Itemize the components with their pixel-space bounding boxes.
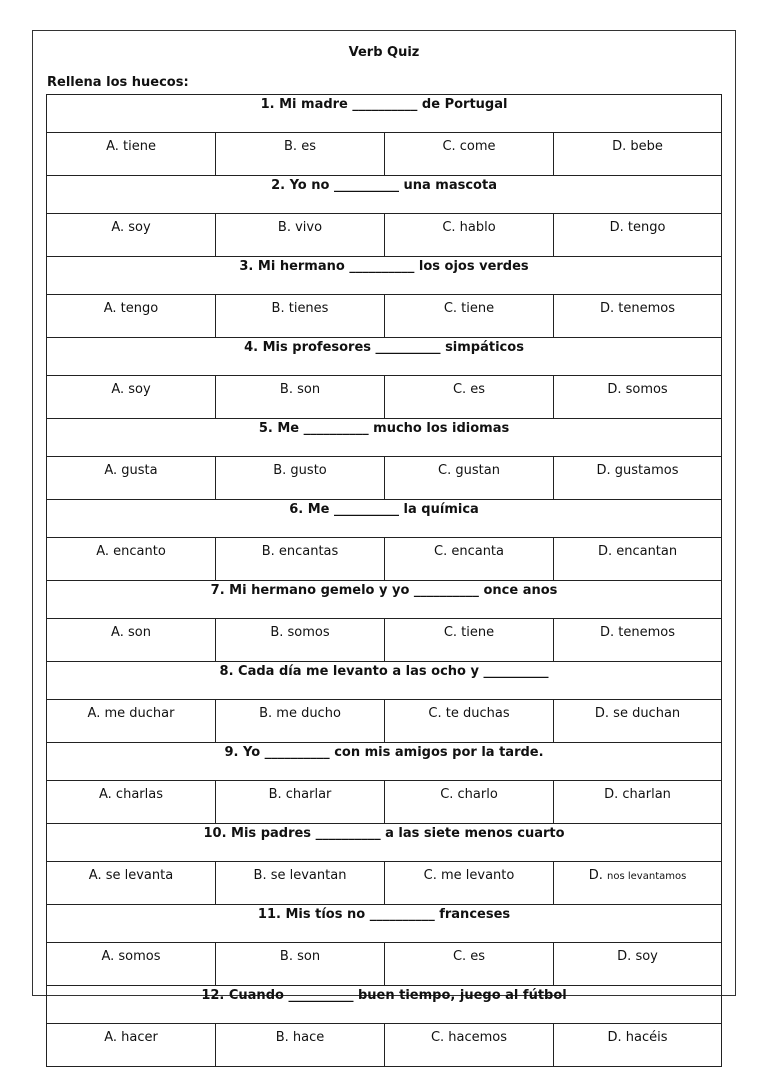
q4-option-d[interactable]: D. somos <box>554 376 722 419</box>
q9-option-b[interactable]: B. charlar <box>216 781 385 824</box>
q10-option-d-letter: D. <box>588 868 603 883</box>
q2-option-c[interactable]: C. hablo <box>385 214 554 257</box>
q2-option-d[interactable]: D. tengo <box>554 214 722 257</box>
q7-option-b[interactable]: B. somos <box>216 619 385 662</box>
q4-option-a[interactable]: A. soy <box>47 376 216 419</box>
q1-option-b[interactable]: B. es <box>216 133 385 176</box>
q6-option-d[interactable]: D. encantan <box>554 538 722 581</box>
q12-option-a[interactable]: A. hacer <box>47 1024 216 1067</box>
q4-option-c[interactable]: C. es <box>385 376 554 419</box>
q9-option-c[interactable]: C. charlo <box>385 781 554 824</box>
question-6: 6. Me __________ la química <box>47 500 722 538</box>
q10-option-b[interactable]: B. se levantan <box>216 862 385 905</box>
q3-option-d[interactable]: D. tenemos <box>554 295 722 338</box>
q8-option-d[interactable]: D. se duchan <box>554 700 722 743</box>
question-10: 10. Mis padres __________ a las siete menos cuarto <box>47 824 722 862</box>
question-5: 5. Me __________ mucho los idiomas <box>47 419 722 457</box>
q12-option-d[interactable]: D. hacéis <box>554 1024 722 1067</box>
q7-option-d[interactable]: D. tenemos <box>554 619 722 662</box>
q11-option-d[interactable]: D. soy <box>554 943 722 986</box>
q9-option-d[interactable]: D. charlan <box>554 781 722 824</box>
q11-option-c[interactable]: C. es <box>385 943 554 986</box>
question-12: 12. Cuando __________ buen tiempo, juego al fútbol <box>47 986 722 1024</box>
q8-option-a[interactable]: A. me duchar <box>47 700 216 743</box>
q10-option-d[interactable] <box>554 862 722 905</box>
q1-option-c[interactable]: C. come <box>385 133 554 176</box>
q5-option-d[interactable]: D. gustamos <box>554 457 722 500</box>
quiz-title: Verb Quiz <box>348 45 420 60</box>
q5-option-b[interactable]: B. gusto <box>216 457 385 500</box>
q10-option-d-text: nos levantamos <box>607 871 687 882</box>
question-9: 9. Yo __________ con mis amigos por la tarde. <box>47 743 722 781</box>
q8-option-b[interactable]: B. me ducho <box>216 700 385 743</box>
question-8: 8. Cada día me levanto a las ocho y __________ <box>47 662 722 700</box>
q2-option-b[interactable]: B. vivo <box>216 214 385 257</box>
q3-option-a[interactable]: A. tengo <box>47 295 216 338</box>
question-1: 1. Mi madre __________ de Portugal <box>47 95 722 133</box>
q2-option-a[interactable]: A. soy <box>47 214 216 257</box>
q11-option-b[interactable]: B. son <box>216 943 385 986</box>
q6-option-a[interactable]: A. encanto <box>47 538 216 581</box>
q12-option-b[interactable]: B. hace <box>216 1024 385 1067</box>
q3-option-b[interactable]: B. tienes <box>216 295 385 338</box>
q5-option-c[interactable]: C. gustan <box>385 457 554 500</box>
q7-option-c[interactable]: C. tiene <box>385 619 554 662</box>
question-3: 3. Mi hermano __________ los ojos verdes <box>47 257 722 295</box>
q6-option-b[interactable]: B. encantas <box>216 538 385 581</box>
q1-option-d[interactable]: D. bebe <box>554 133 722 176</box>
q4-option-b[interactable]: B. son <box>216 376 385 419</box>
quiz-table <box>46 94 722 1067</box>
question-2: 2. Yo no __________ una mascota <box>47 176 722 214</box>
question-4: 4. Mis profesores __________ simpáticos <box>47 338 722 376</box>
q11-option-a[interactable]: A. somos <box>47 943 216 986</box>
q9-option-a[interactable]: A. charlas <box>47 781 216 824</box>
q10-option-c[interactable]: C. me levanto <box>385 862 554 905</box>
q10-option-a[interactable]: A. se levanta <box>47 862 216 905</box>
q7-option-a[interactable]: A. son <box>47 619 216 662</box>
q5-option-a[interactable]: A. gusta <box>47 457 216 500</box>
question-11: 11. Mis tíos no __________ franceses <box>47 905 722 943</box>
question-7: 7. Mi hermano gemelo y yo __________ once anos <box>47 581 722 619</box>
instructions: Rellena los huecos: <box>47 75 189 90</box>
q3-option-c[interactable]: C. tiene <box>385 295 554 338</box>
q8-option-c[interactable]: C. te duchas <box>385 700 554 743</box>
q6-option-c[interactable]: C. encanta <box>385 538 554 581</box>
q1-option-a[interactable]: A. tiene <box>47 133 216 176</box>
q12-option-c[interactable]: C. hacemos <box>385 1024 554 1067</box>
